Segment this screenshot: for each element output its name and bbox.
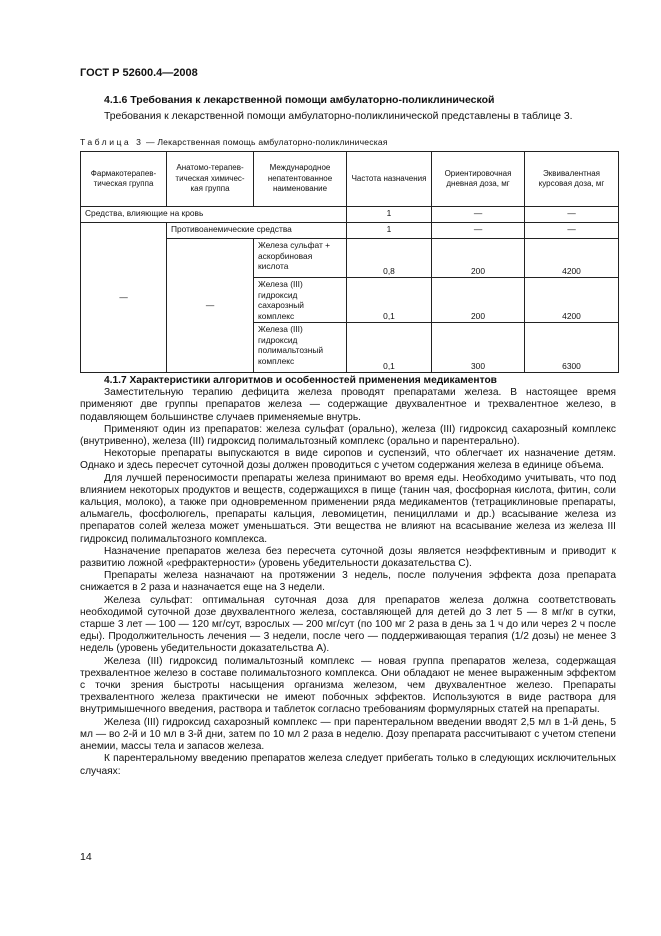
paragraph: Применяют один из препаратов: железа сульфат (орально), железа (III) гидроксид сахарозный комплекс (внутривенно), железа (III) гидроксид полимальтозный комплекс (орально и парентерально). xyxy=(80,423,616,448)
drug-daily-dose: 200 xyxy=(432,278,525,323)
section-416-text: Требования к лекарственной помощи амбулаторно-поликлинической представлены в таблице 3. xyxy=(104,111,573,122)
row-antianemic-dose: — xyxy=(432,223,525,239)
paragraph: Железа (III) гидроксид полимальтозный комплекс — новая группа препаратов железа, содержащая трехвалентное железо в составе полимальтозного комплекса. Они обладают не менее выраженным эффектом с точки зрения быстроты насыщения организма железом, чем двухвалентное железо. Препараты трехвалентного железа практически не имеют побочных эффектов. Используются в виде раствора для внутримышечного введения, раствора и таблеток согласно требованиям формулярных статей на препараты. xyxy=(80,655,616,716)
paragraph: Железа сульфат: оптимальная суточная доза для препаратов железа должна соответствовать необходимой суточной дозе двухвалентного железа, составляющей для детей до 3 лет 5 — 8 мг/кг в сутки, старше 3 лет — 100 — 120 мг/сут, взрослых — 200 мг/сут (по 100 мг 2 раза в день за 1 ч до или через 2 ч после еды). Продолжительность лечения — 3 недели, после чего — поддерживающая терапия (1/2 дозы) не менее 3 недель (уровень убедительности доказательства А). xyxy=(80,594,616,655)
paragraph: Некоторые препараты выпускаются в виде сиропов и суспензий, что облегчает их назначение детям. Однако и здесь пересчет суточной дозы должен проводиться с учетом содержания железа в единице объема. xyxy=(80,448,616,472)
table-row xyxy=(81,207,619,223)
section-417 xyxy=(80,375,616,778)
cell-dash-col2: — xyxy=(167,239,254,373)
header-course-dose: Эквивалентная курсовая доза, мг xyxy=(525,152,619,207)
section-416-heading: 4.1.6 Требования к лекарственной помощи амбулаторно-поликлинической xyxy=(104,94,495,106)
drug-name: Железа сульфат + аскорбиновая кислота xyxy=(254,239,347,278)
drug-course-dose: 4200 xyxy=(525,278,619,323)
header-pharmacotherapeutic-group: Фармакотерапев-тическая группа xyxy=(81,152,167,207)
paragraph: Железа (III) гидроксид сахарозный комплекс — при парентеральном введении вводят 2,5 мл в 1-й день, 5 мл — во 2-й и 10 мл в 3-й дни, затем по 10 мл 2 раза в неделю. Дозу препарата рассчитывают с учетом степени анемии, массы тела и запасов железа. xyxy=(80,716,616,753)
header-frequency: Частота назначения xyxy=(347,152,432,207)
drug-daily-dose: 300 xyxy=(432,323,525,373)
row-antianemic-label: Противоанемические средства xyxy=(167,223,347,239)
paragraph: К парентеральному введению препаратов железа следует прибегать только в следующих исключительных случаях: xyxy=(80,753,616,777)
cell-dash-col1: — xyxy=(81,223,167,373)
section-417-heading: 4.1.7 Характеристики алгоритмов и особенностей применения медикаментов xyxy=(104,375,497,386)
table-caption-rest: — Лекарственная помощь амбулаторно-поликлиническая xyxy=(143,137,388,147)
paragraph: Заместительную терапию дефицита железа проводят препаратами железа. В настоящее время применяют две группы препаратов железа — содержащие двухвалентное и трехвалентное железо, в подавляющем большинстве случаев применяемые внутрь. xyxy=(80,387,616,423)
paragraph: Для лучшей переносимости препараты железа принимают во время еды. Необходимо учитывать, что под влиянием некоторых продуктов и веществ, содержащихся в пище (танин чая, фосфорная кислота, фитин, соли кальция, молоко), а также при одновременном применении ряда медикаментов (тетрациклиновые препараты, альмагель, фосфолюгель, препараты кальция, левомицетин, пенициллами и др.) всасывание железа из препаратов солей железа может уменьшаться. Эти вещества не влияют на всасывание железа из железа III гидроксид полимальтозного комплекса. xyxy=(80,472,616,545)
table-row xyxy=(81,223,619,239)
row-blood-agents-course: — xyxy=(525,207,619,223)
paragraph: Препараты железа назначают на протяжении 3 недель, после получения эффекта доза препарата снижается в 2 раза и назначается еще на 3 недели. xyxy=(80,570,616,594)
table-caption-prefix: Таблица 3 xyxy=(80,137,144,147)
header-inn: Международное непатентованное наименование xyxy=(254,152,347,207)
page-number: 14 xyxy=(80,851,92,863)
drug-frequency: 0,1 xyxy=(347,323,432,373)
row-blood-agents-frequency: 1 xyxy=(347,207,432,223)
row-blood-agents-dose: — xyxy=(432,207,525,223)
row-antianemic-frequency: 1 xyxy=(347,223,432,239)
row-antianemic-course: — xyxy=(525,223,619,239)
table-caption xyxy=(80,137,388,147)
drug-daily-dose: 200 xyxy=(432,239,525,278)
drug-name: Железа (III) гидроксид полимальтозный комплекс xyxy=(254,323,347,373)
drug-frequency: 0,8 xyxy=(347,239,432,278)
drug-course-dose: 4200 xyxy=(525,239,619,278)
header-daily-dose: Ориентировочная дневная доза, мг xyxy=(432,152,525,207)
paragraph: Назначение препаратов железа без пересчета суточной дозы является неэффективным и приводит к развитию ложной «рефрактерности» (уровень убедительности доказательства С). xyxy=(80,545,616,570)
document-header: ГОСТ Р 52600.4—2008 xyxy=(80,67,198,79)
drug-course-dose: 6300 xyxy=(525,323,619,373)
header-atc-group: Анатомо-терапев-тическая химичес-кая группа xyxy=(167,152,254,207)
table-header-row xyxy=(81,152,619,207)
row-blood-agents-label: Средства, влияющие на кровь xyxy=(81,207,347,223)
drug-frequency: 0,1 xyxy=(347,278,432,323)
drug-name: Железа (III) гидроксид сахарозный комплекс xyxy=(254,278,347,323)
medication-table xyxy=(80,151,619,373)
